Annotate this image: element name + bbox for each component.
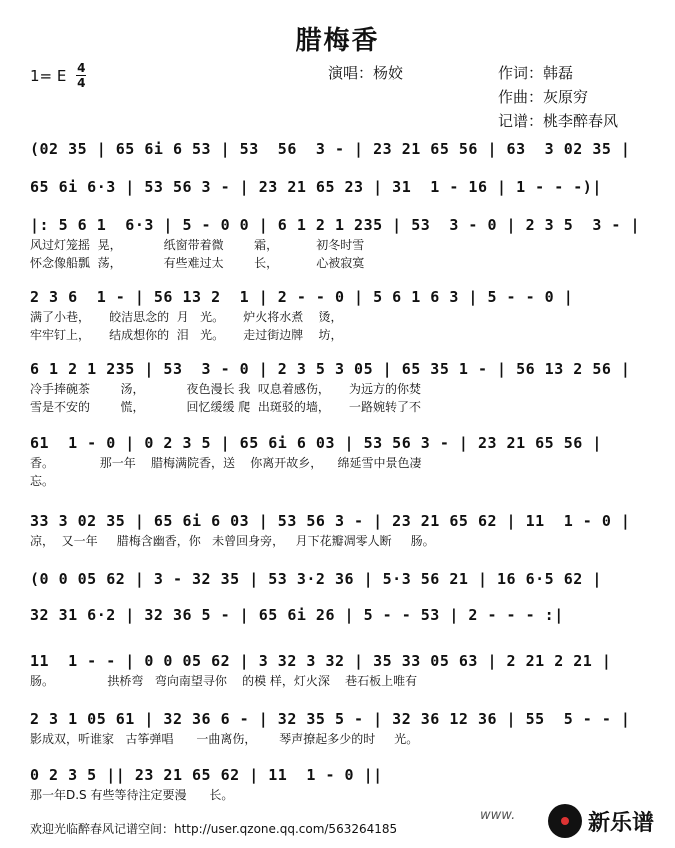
- logo-text: 新乐谱: [588, 810, 655, 836]
- score-row: [30, 604, 650, 626]
- lyric-line: 忘。: [30, 474, 55, 488]
- lyricist: 作词：韩磊: [498, 64, 574, 82]
- singer: 演唱：杨姣: [328, 64, 404, 82]
- notes-line: 65 6i 6·3 | 53 56 3 - | 23 21 65 23 | 31 1 - 16 | 1 - - -)|: [30, 178, 602, 196]
- lyric-line: 凉， 又一年 腊梅含幽香，你 未曾回身旁， 月下花瓣凋零人断 肠。: [30, 534, 435, 548]
- score-row: [30, 214, 650, 272]
- notes-line: 61 1 - 0 | 0 2 3 5 | 65 6i 6 03 | 53 56 3 - | 23 21 65 56 |: [30, 434, 602, 452]
- score-row: [30, 510, 650, 550]
- notes-line: 11 1 - - | 0 0 05 62 | 3 32 3 32 | 35 33 05 63 | 2 21 2 21 |: [30, 652, 612, 670]
- notes-line: |: 5 6 1 6·3 | 5 - 0 0 | 6 1 2 1 235 | 53 3 - 0 | 2 3 5 3 - |: [30, 216, 640, 234]
- notes-line: (02 35 | 65 6i 6 53 | 53 56 3 - | 23 21 65 56 | 63 3 02 35 |: [30, 140, 631, 158]
- score-row: [30, 358, 650, 416]
- notes-line: 33 3 02 35 | 65 6i 6 03 | 53 56 3 - | 23 21 65 62 | 11 1 - 0 |: [30, 512, 631, 530]
- notes-line: 6 1 2 1 235 | 53 3 - 0 | 2 3 5 3 05 | 65 35 1 - | 56 13 2 56 |: [30, 360, 631, 378]
- score-row: [30, 176, 650, 198]
- lyric-line: 牢牢钉上， 结成想你的 泪 光。 走过街边牌 坊，: [30, 328, 343, 342]
- lyric-line: 怀念像船瓢 荡， 有些难过太 长， 心被寂寞: [30, 256, 365, 270]
- transcriber: 记谱：桃李醉春风: [498, 112, 619, 130]
- notes-line: 0 2 3 5 || 23 21 65 62 | 11 1 - 0 ||: [30, 766, 383, 784]
- score-row: [30, 138, 650, 160]
- lyric-line: 香。 那一年 腊梅满院香，送 你离开故乡， 绵延雪中景色凄: [30, 456, 422, 470]
- lyric-line: 冷手捧碗茶 汤， 夜色漫长 我 叹息着感伤， 为远方的你焚: [30, 382, 421, 396]
- footer-url: 欢迎光临醉春风记谱空间：http://user.qzone.qq.com/563264185: [30, 822, 398, 836]
- notes-line: 2 3 6 1 - | 56 13 2 1 | 2 - - 0 | 5 6 1 6 3 | 5 - - 0 |: [30, 288, 574, 306]
- watermark: www.: [480, 808, 516, 823]
- lyric-line: 那一年D.S 有些等待注定要漫 长。: [30, 788, 234, 802]
- notes-line: (0 0 05 62 | 3 - 32 35 | 53 3·2 36 | 5·3 56 21 | 16 6·5 62 |: [30, 570, 602, 588]
- site-logo: [548, 804, 654, 838]
- time-top: 4: [77, 61, 86, 75]
- lyric-line: 风过灯笼摇 晃， 纸窗带着微 霜， 初冬时雪: [30, 238, 365, 252]
- lyric-line: 满了小巷， 皎洁思念的 月 光。 炉火将水煮 烫，: [30, 310, 343, 324]
- notes-line: 32 31 6·2 | 32 36 5 - | 65 6i 26 | 5 - - 53 | 2 - - - :|: [30, 606, 564, 624]
- time-bottom: 4: [77, 76, 86, 90]
- composer: 作曲：灰原穷: [498, 88, 589, 106]
- key-signature: [30, 62, 86, 89]
- score-row: [30, 286, 650, 344]
- notes-line: 2 3 1 05 61 | 32 36 6 - | 32 35 5 - | 32 36 12 36 | 55 5 - - |: [30, 710, 631, 728]
- time-signature: [76, 62, 86, 89]
- score-row: [30, 708, 650, 748]
- lyric-line: 肠。 拱桥弯 弯向南望寻你 的模 样，灯火深 巷石板上唯有: [30, 674, 418, 688]
- key-label: 1= E: [30, 66, 67, 85]
- score-row: [30, 432, 650, 490]
- disc-icon: [548, 804, 582, 838]
- lyric-line: 雪是不安的 慌， 回忆缓缓 爬 出斑驳的墙， 一路婉转了不: [30, 400, 421, 414]
- score-row: [30, 568, 650, 590]
- lyric-line: 影成双，听谁家 古筝弹唱 一曲离伤， 琴声撩起多少的时 光。: [30, 732, 419, 746]
- score-row: [30, 764, 650, 804]
- score-row: [30, 650, 650, 690]
- song-title: 腊梅香: [295, 26, 380, 56]
